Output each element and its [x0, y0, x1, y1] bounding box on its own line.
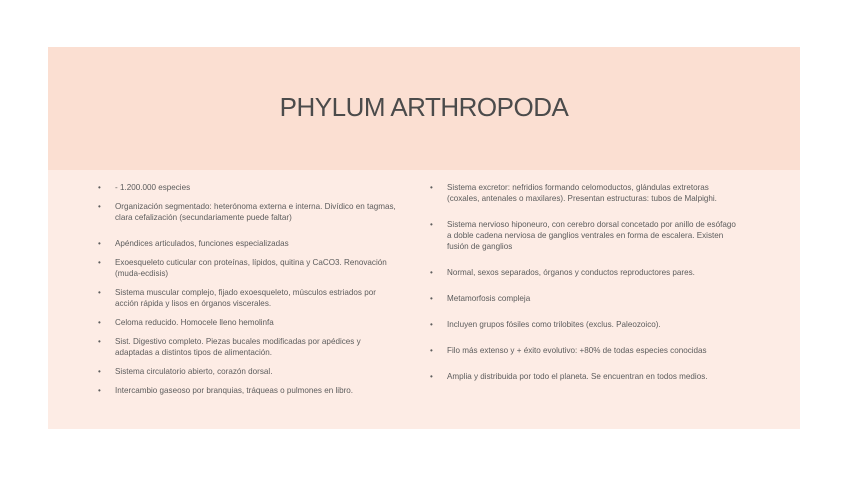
- slide-body: [48, 170, 800, 429]
- bullet-icon: •: [98, 337, 101, 346]
- bullet-icon: •: [98, 202, 101, 211]
- bullet-icon: •: [430, 268, 433, 277]
- bullet-icon: •: [98, 386, 101, 395]
- list-item: • Organización segmentado: heterónoma externa e interna. Divídico en tagmas, clara cefalización (secundariamente puede faltar): [98, 202, 396, 222]
- list-item: • Intercambio gaseoso por branquias, tráqueas o pulmones en libro.: [98, 386, 354, 395]
- right-column: [430, 182, 740, 390]
- bullet-icon: •: [98, 288, 101, 297]
- bullet-icon: •: [98, 367, 101, 376]
- list-item: • Sistema excretor: nefridios formando celomoductos, glándulas extretoras (coxales, antenales o maxilares). Presentan estructuras: tubos de Malpighi.: [430, 183, 717, 203]
- bullet-icon: •: [430, 346, 433, 355]
- bullet-icon: •: [98, 258, 101, 267]
- list-item: • Sist. Digestivo completo. Piezas bucales modificadas por apédices y adaptadas a distintos tipos de alimentación.: [98, 337, 361, 357]
- bullet-icon: •: [98, 239, 101, 248]
- bullet-icon: •: [430, 183, 433, 192]
- list-item: • Exoesqueleto cuticular con proteínas, lípidos, quitina y CaCO3. Renovación (muda-ecdisis): [98, 258, 387, 278]
- list-item: • Apéndices articulados, funciones especializadas: [98, 239, 289, 248]
- slide-header: [48, 47, 800, 170]
- bullet-icon: •: [430, 372, 433, 381]
- bullet-icon: •: [430, 294, 433, 303]
- bullet-icon: •: [98, 318, 101, 327]
- bullet-icon: •: [98, 183, 101, 192]
- list-item: • Sistema muscular complejo, fijado exoesqueleto, músculos estriados por acción rápida y lisos en órganos viscerales.: [98, 288, 376, 308]
- bullet-icon: •: [430, 220, 433, 229]
- left-column: [98, 182, 398, 404]
- bullet-icon: •: [430, 320, 433, 329]
- list-item: • Metamorfosis compleja: [430, 294, 531, 303]
- list-item: • - 1.200.000 especies: [98, 183, 191, 192]
- list-item: • Sistema nervioso hiponeuro, con cerebro dorsal concetado por anillo de esófago a doble cadena nerviosa de ganglios ventrales en forma de escalera. Existen fusión de ganglios: [430, 220, 736, 251]
- right-bullet-list: [430, 182, 740, 382]
- list-item: • Celoma reducido. Homocele lleno hemolinfa: [98, 318, 274, 327]
- slide-title: PHYLUM ARTHROPODA: [279, 92, 569, 122]
- list-item: • Sistema circulatorio abierto, corazón dorsal.: [98, 367, 273, 376]
- left-bullet-list: [98, 182, 398, 396]
- list-item: • Normal, sexos separados, órganos y conductos reproductores pares.: [430, 268, 695, 277]
- list-item: • Amplia y distribuida por todo el planeta. Se encuentran en todos medios.: [430, 372, 708, 381]
- list-item: • Filo más extenso y + éxito evolutivo: +80% de todas especies conocidas: [430, 346, 707, 355]
- list-item: • Incluyen grupos fósiles como trilobites (exclus. Paleozoico).: [430, 320, 661, 329]
